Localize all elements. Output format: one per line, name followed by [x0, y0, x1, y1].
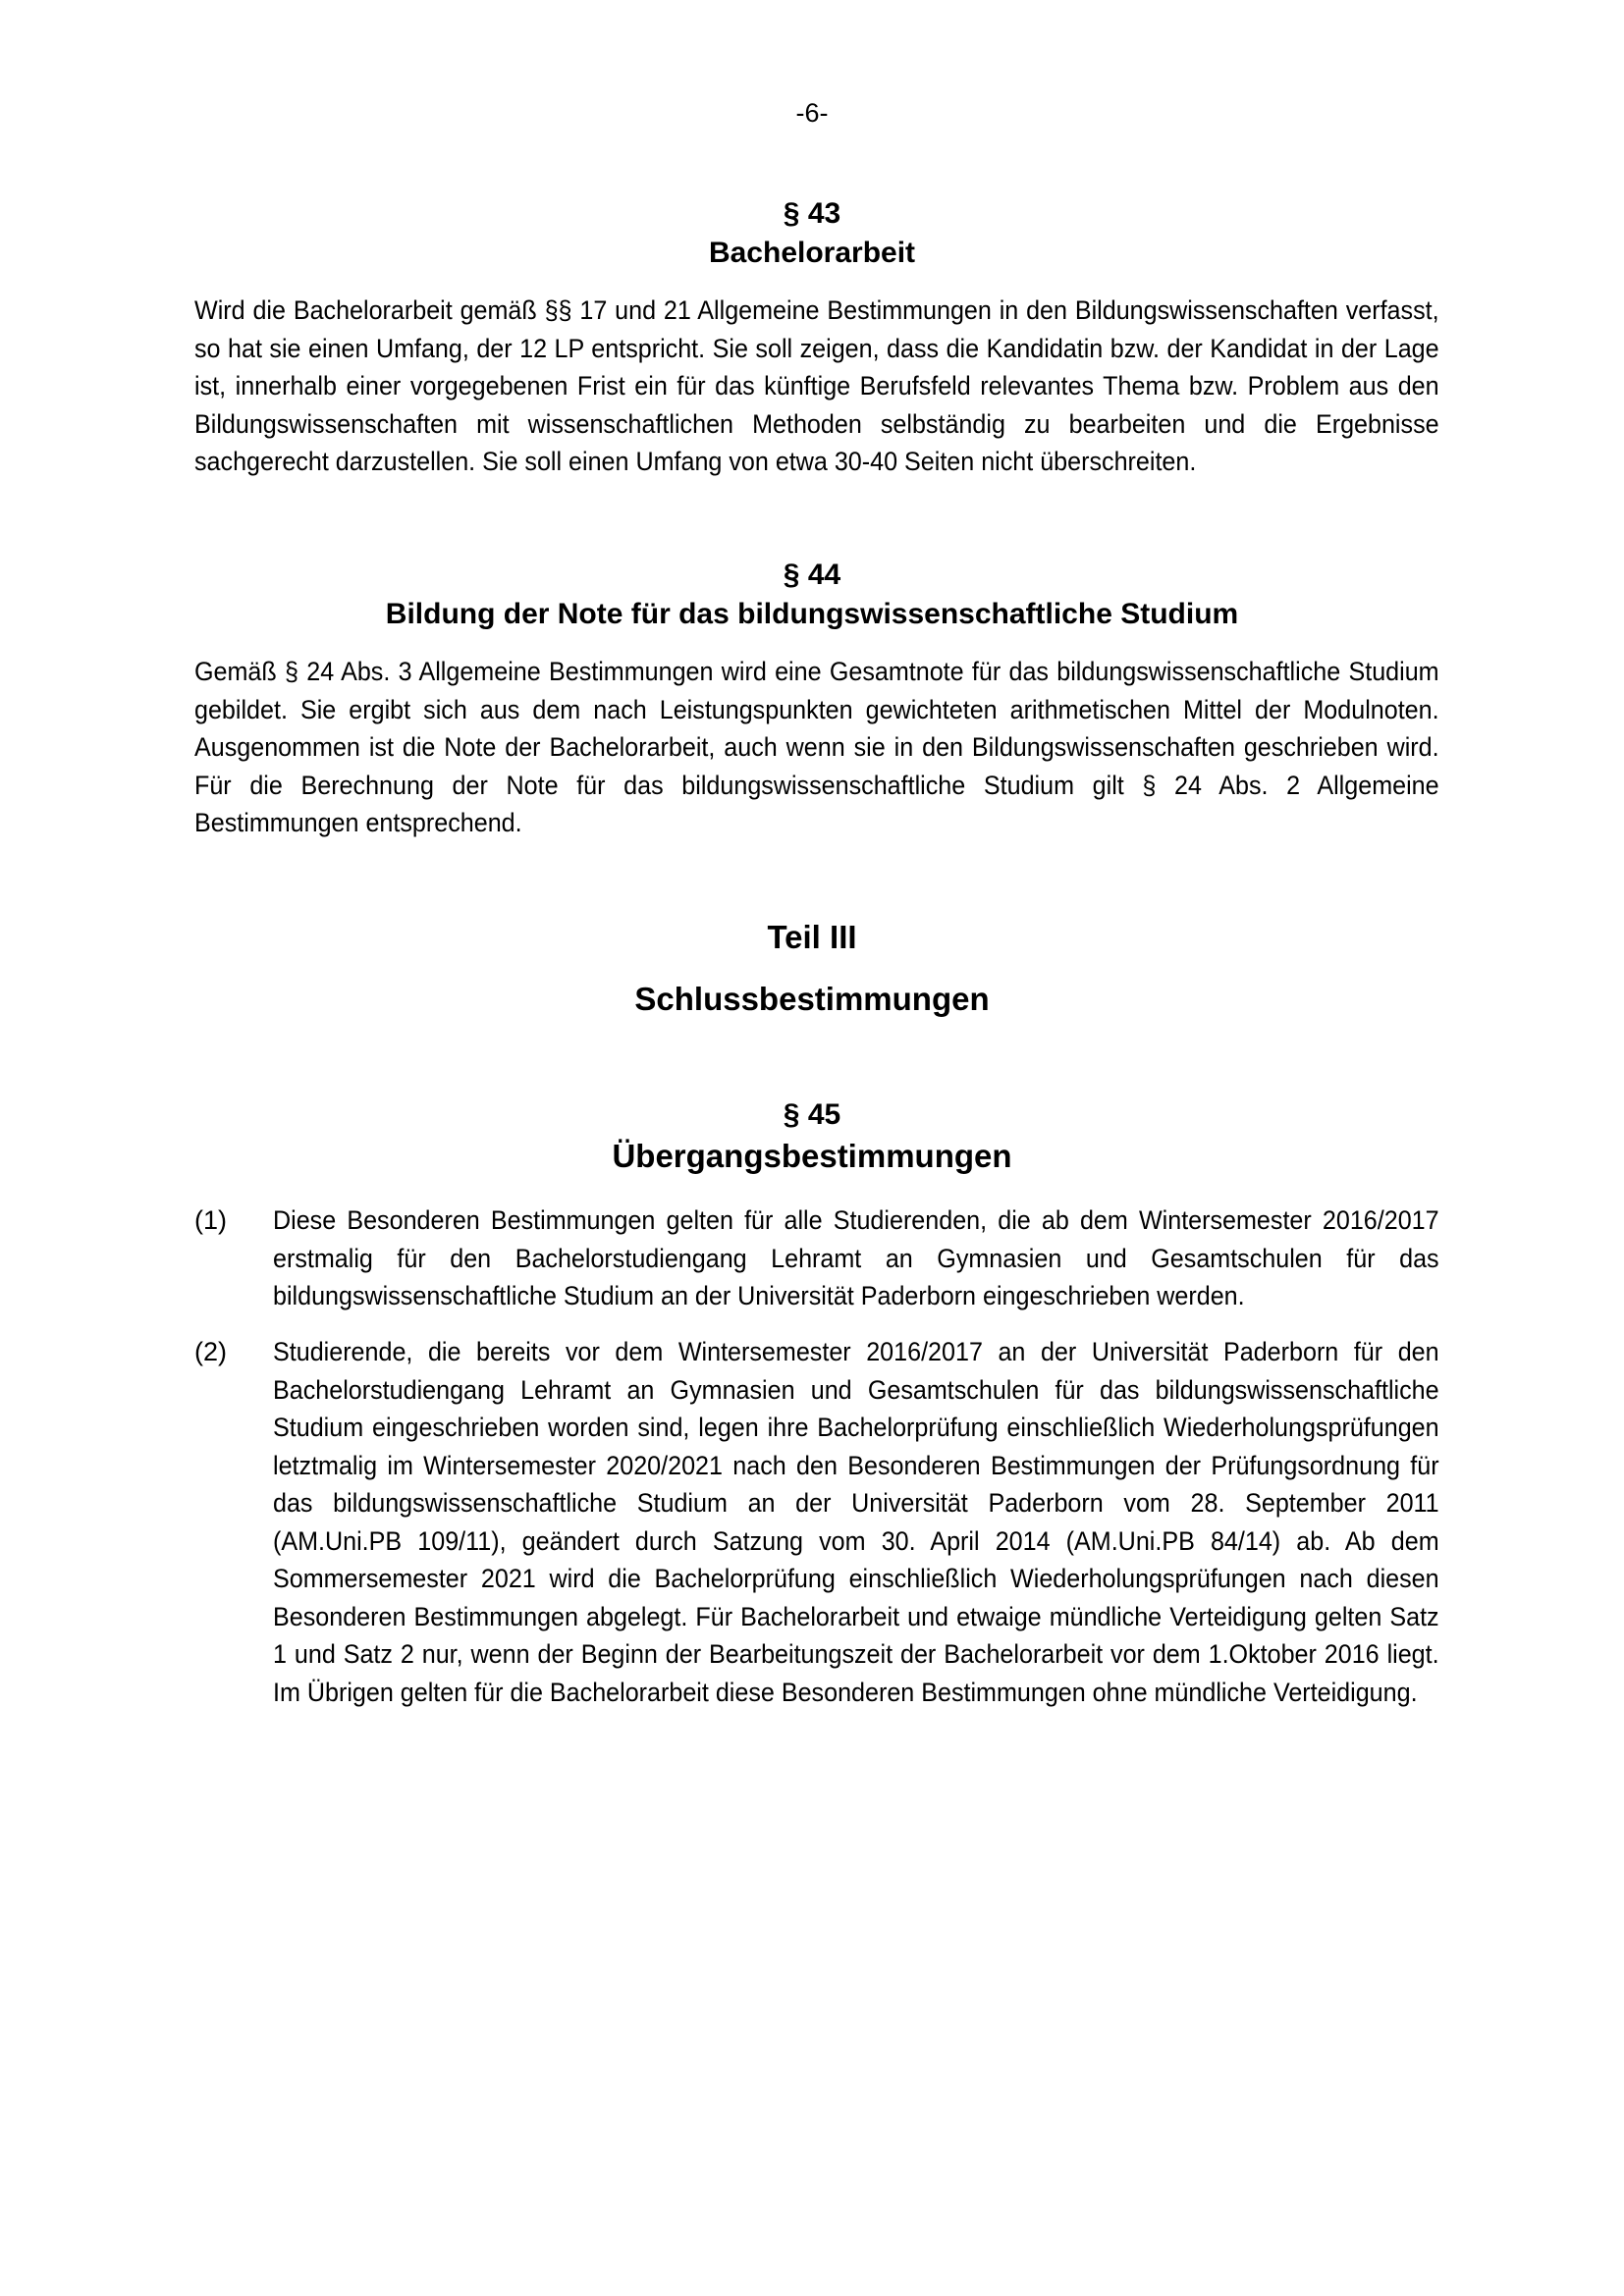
section-45-number: § 45 [783, 1098, 841, 1131]
list-item-text-wrap [273, 1201, 1439, 1315]
part-3-subtitle: Schlussbestimmungen [634, 981, 990, 1017]
page-number: -6- [795, 98, 829, 128]
section-44-number: § 44 [783, 559, 841, 591]
list-item-number: (2) [194, 1337, 227, 1366]
list-item-text-wrap [273, 1333, 1439, 1711]
section-43-paragraph: Wird die Bachelorarbeit gemäß §§ 17 und 21 Allgemeine Bestimmungen in den Bildungswissenschaften verfasst, so hat sie einen Umfang, der 12 LP entspricht. Sie soll zeigen, dass die Kandidatin bzw. der Kandidat in der Lage ist, innerhalb einer vorgegebenen Frist ein für das künftige Berufsfeld relevantes Thema bzw. Problem aus den Bildungswissenschaften mit wissenschaftlichen Methoden selbständig zu bearbeiten und die Ergebnisse sachgerecht darzustellen. Sie soll einen Umfang von etwa 30-40 Seiten nicht überschreiten. [194, 295, 1439, 476]
list-item-text: Studierende, die bereits vor dem Wintersemester 2016/2017 an der Universität Paderborn für den Bachelorstudiengang Lehramt an Gymnasien und Gesamtschulen für das bildungswissenschaftliche Studium eingeschrieben worden sind, legen ihre Bachelorprüfung einschließlich Wiederholungsprüfungen letztmalig im Wintersemester 2020/2021 nach den Besonderen Bestimmungen der Prüfungsordnung für das bildungswissenschaftliche Studium an der Universität Paderborn vom 28. September 2011 (AM.Uni.PB 109/11), geändert durch Satzung vom 30. April 2014 (AM.Uni.PB 84/14) ab. Ab dem Sommersemester 2021 wird die Bachelorprüfung einschließlich Wiederholungsprüfungen nach diesen Besonderen Bestimmungen abgelegt. Für Bachelorarbeit und etwaige mündliche Verteidigung gelten Satz 1 und Satz 2 nur, wenn der Beginn der Bearbeitungszeit der Bachelorarbeit vor dem 1.Oktober 2016 liegt. Im Übrigen gelten für die Bachelorarbeit diese Besonderen Bestimmungen ohne mündliche Verteidigung. [273, 1337, 1439, 1707]
section-44-paragraph: Gemäß § 24 Abs. 3 Allgemeine Bestimmungen wird eine Gesamtnote für das bildungswissenschaftliche Studium gebildet. Sie ergibt sich aus dem nach Leistungspunkten gewichteten arithmetischen Mittel der Modulnoten. Ausgenommen ist die Note der Bachelorarbeit, auch wenn sie in den Bildungswissenschaften geschrieben wird. Für die Berechnung der Note für das bildungswissenschaftliche Studium gilt § 24 Abs. 2 Allgemeine Bestimmungen entsprechend. [194, 657, 1439, 837]
section-44-body [194, 653, 1439, 842]
part-3-title: Teil III [767, 919, 857, 955]
section-45-title: Übergangsbestimmungen [612, 1138, 1012, 1174]
section-43-number: § 43 [783, 197, 841, 230]
section-43-body [194, 292, 1439, 481]
section-44-title: Bildung der Note für das bildungswissenschaftliche Studium [385, 598, 1239, 630]
list-item-number: (1) [194, 1205, 227, 1235]
list-item-text: Diese Besonderen Bestimmungen gelten für alle Studierenden, die ab dem Wintersemester 2016/2017 erstmalig für den Bachelorstudiengang Lehramt an Gymnasien und Gesamtschulen für das bildungswissenschaftliche Studium an der Universität Paderborn eingeschrieben werden. [273, 1205, 1439, 1310]
section-43-title: Bachelorarbeit [708, 237, 916, 269]
